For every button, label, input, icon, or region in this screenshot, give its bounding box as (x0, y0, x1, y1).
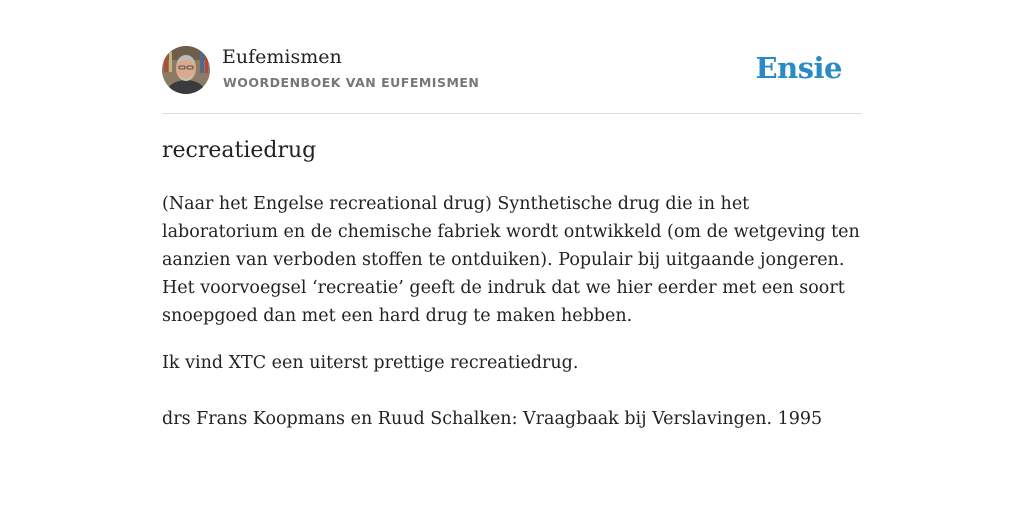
avatar-portrait-icon (162, 46, 210, 94)
entry-example: Ik vind XTC een uiterst prettige recreatiedrug. (162, 353, 579, 373)
site-subtitle[interactable]: WOORDENBOEK VAN EUFEMISMEN (223, 75, 480, 90)
author-avatar[interactable] (162, 46, 210, 94)
entry-definition: (Naar het Engelse recreational drug) Synthetische drug die in het laboratorium en de chemische fabriek wordt ontwikkeld (om de wetgeving ten aanzien van verboden stoffen te ontduiken). Populair bij uitgaande jongeren. Het voorvoegsel ‘recreatie’ geeft de indruk dat we hier eerder met een soort snoepgoed dan met een hard drug te maken hebben. (162, 194, 860, 326)
site-title[interactable]: Eufemismen (222, 46, 342, 68)
header-divider (162, 113, 862, 114)
page-header (162, 46, 862, 96)
ensie-logo[interactable]: Ensie (755, 51, 842, 85)
entry-source: drs Frans Koopmans en Ruud Schalken: Vraagbaak bij Verslavingen. 1995 (162, 409, 823, 429)
entry-title: recreatiedrug (162, 138, 317, 163)
